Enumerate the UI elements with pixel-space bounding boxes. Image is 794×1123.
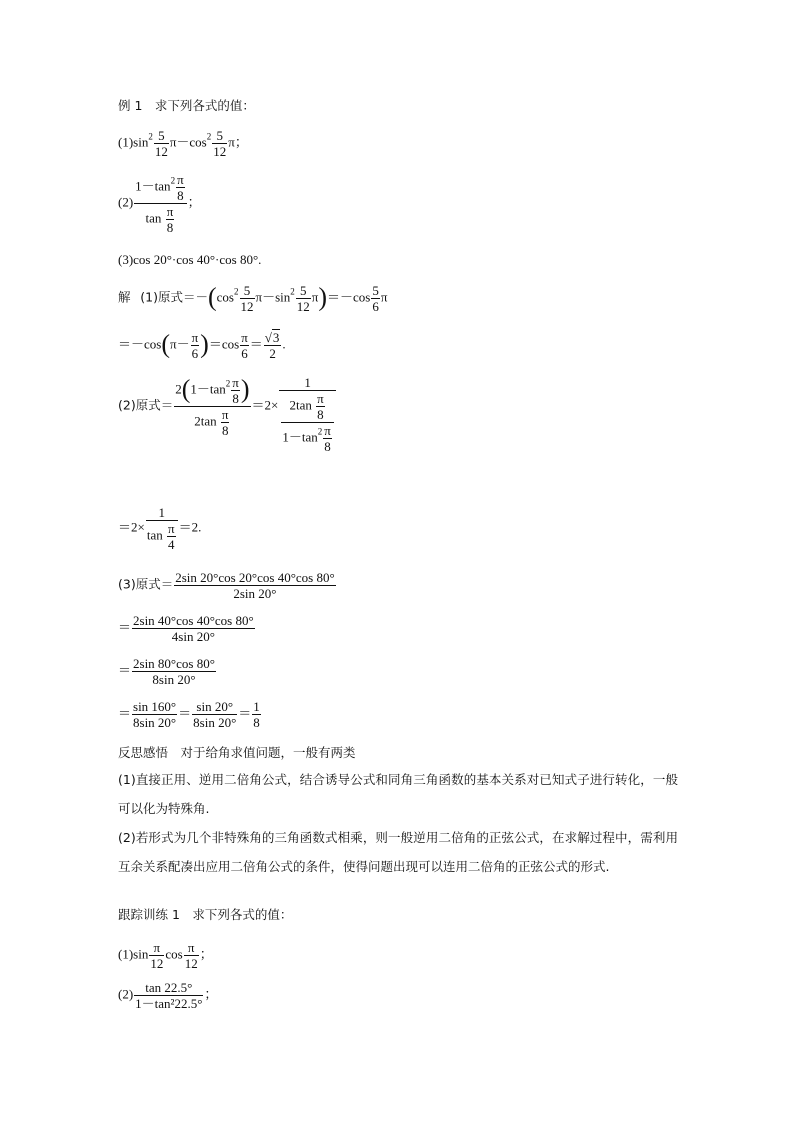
solution-3-line2: ＝ $\frac{2\sin 40^\circ\cos 40^\circ\cos 80^\circ}{4\sin 20^\circ}$ — [118, 613, 254, 644]
reflection-item-1: (1)直接正用、逆用二倍角公式，结合诱导公式和同角三角函数的基本关系对已知式子进行转化，一般可以化为特殊角. — [118, 772, 678, 816]
example-item-3: (3)cos 20°·cos 40°·cos 80°. — [118, 252, 262, 267]
solution-1-line2: ＝－cos(π－ $\frac{\pi}{6}$ )＝cos $\frac{\pi}{6}$ ＝ $\frac{√3}{2}$ . — [118, 329, 286, 361]
practice-item-2: (2) $\frac{\tan 22.5^\circ}{\text{1－tan²22.5°}}$ ； — [118, 980, 218, 1011]
example-item-2: (2) $1-\tan^2$ $\frac{\pi}{8}$ tan $\frac{\pi}{8}$ ； — [118, 172, 201, 235]
practice-item-1: (1)sin $\frac{\pi}{12}$ cos $\frac{\pi}{12}$ ； — [118, 940, 213, 971]
example-title: 例 1 求下列各式的值： — [118, 98, 255, 113]
solution-2: (2)原式＝ $2(1-\tan^2$ $\frac{\pi}{8}$ ) 2tan $\frac{\pi}{8}$ ＝2× 1 2tan $\frac{\pi}{8}$ $1-\tan^2$ $\frac{\pi}{8}$ — [118, 375, 337, 454]
solution-3-line3: ＝ $\frac{2\sin 80^\circ\cos 80^\circ}{8\sin 20^\circ}$ — [118, 656, 215, 687]
example-item-1: $(1)\sin^2$ $\frac{5}{12}$ $\pi-\cos^2$ $\frac{5}{12}$ π； — [118, 128, 248, 159]
reflection-title: 反思感悟 对于给角求值问题，一般有两类 — [118, 745, 356, 760]
reflection-item-2: (2)若形式为几个非特殊角的三角函数式相乘，则一般逆用二倍角的正弦公式，在求解过程中，需利用互余关系配凑出应用二倍角公式的条件，使得问题出现可以连用二倍角的正弦公式的形式. — [118, 830, 678, 874]
solution-2-line2: ＝2× 1 tan $\frac{\pi}{4}$ ＝2. — [118, 505, 202, 552]
solution-3: (3)原式＝ $\frac{2\sin 20^\circ\cos 20^\circ\cos 40^\circ\cos 80^\circ}{2\sin 20^\circ}$ — [118, 570, 335, 601]
practice-title: 跟踪训练 1 求下列各式的值： — [118, 907, 293, 922]
solution-1: 解 (1)原式$=-(\cos^2$ $\frac{5}{12}$ $\pi-\sin^2$ $\frac{5}{12}$ π)＝－cos $\frac{5}{6}$ π — [118, 282, 388, 314]
solution-3-line4: ＝ $\frac{\sin 160^\circ}{8\sin 20^\circ}$ ＝ $\frac{\sin 20^\circ}{8\sin 20^\circ}$ ＝ $\frac{1}{8}$ — [118, 699, 260, 730]
